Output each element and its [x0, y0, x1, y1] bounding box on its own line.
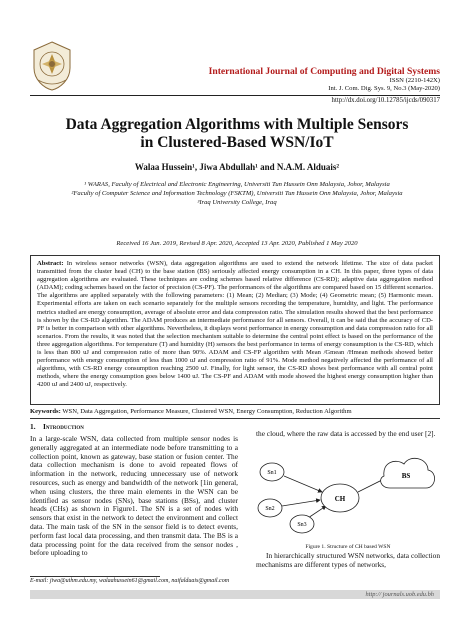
intro-paragraph: In a large-scale WSN, data collected from multiple sensor nodes is generally aggregated at an intermediate node before transmitting to a collection point, known as gateway, base station or fusion center. The data collection mechanism is done to avoid repeated flows of information in the network, reducing unnecessary use of network resources, such as energy and bandwidth of the network [1in general, when using clusters, the three main elements in the WSN can be identified as sensor nodes (SNs), base stations (BSs), and cluster heads (CHs) as shown in Figure1. The SN is a set of nodes with sensors that exist in the network to detect the environment and collect data. The main task of the SN in the sensor field is to detect events, perform fast local data processing, and then transmit data. The BS is a data processing point for the data received from the sensor nodes , before uploading to	[30, 434, 238, 558]
paper-title-line-1: Data Aggregation Algorithms with Multiple Sensors	[65, 116, 409, 133]
right-column-bottom	[256, 552, 440, 570]
header-divider	[30, 95, 440, 96]
figure-cluster-diagram	[256, 448, 440, 544]
abstract-box	[30, 255, 440, 405]
left-column	[30, 422, 238, 558]
section-heading-introduction	[30, 422, 238, 431]
affiliation-1: ¹ WARAS, Faculty of Electrical and Electronic Engineering, Universiti Tun Hussein Onn Malaysia, Johor, Malaysia	[84, 181, 390, 188]
right-column-top	[256, 430, 440, 439]
issn: ISSN (2210-142X)	[389, 77, 440, 84]
arrow-sn2-ch	[282, 500, 320, 506]
keywords-label: Keywords:	[30, 408, 61, 415]
node-ch-label: CH	[334, 495, 346, 503]
section-title: Introduction	[42, 422, 84, 431]
footnote-divider	[30, 576, 160, 577]
figure-caption: Figure 1. Structure of CH based WSN	[305, 544, 391, 550]
publication-dates: Received 16 Jun. 2019, Revised 8 Apr. 2020, Accepted 13 Apr. 2020, Published 1 May 2020	[116, 240, 358, 247]
node-sn3-label: Sn3	[297, 522, 307, 528]
affiliation-2: ²Faculty of Computer Science and Information Technology (FSKTM), Universiti Tun Hussein Onn Malaysia, Johor, Malaysia	[71, 190, 403, 197]
university-seal-icon	[30, 40, 74, 92]
author-list: Walaa Hussein¹, Jiwa Abdullah¹ and N.A.M. Alduais²	[134, 162, 340, 172]
journal-citation: Int. J. Com. Dig. Sys. 9, No.3 (May-2020)	[328, 85, 440, 92]
node-sn1-label: Sn1	[267, 470, 277, 476]
paper-title-line-2: in Clustered-Based WSN/IoT	[140, 134, 334, 151]
intro-hierarchy-paragraph: In hierarchically structured WSN networks, data collection mechanisms are different types of networks,	[256, 551, 440, 569]
arrow-sn1-ch	[284, 476, 322, 492]
abstract-text	[37, 260, 433, 390]
journal-url-link[interactable]: http:// journals.uob.edu.bh	[365, 591, 434, 598]
keywords-list: WSN, Data Aggregation, Performance Measure, Clustered WSN, Energy Consumption, Reduction Algorithm	[62, 408, 352, 415]
arrow-sn3-ch	[308, 506, 326, 518]
abstract-body: In wireless sensor networks (WSN), data aggregation algorithms are used to extend the network lifetime. The size of data packet transmitted from the cluster head (CH) to the base station (BS) seriously affected energy consumption in a CH. In this paper, three types of data aggregation algorithms are evaluated. These techniques are coding schemes based relative difference (CS-RD); adaptive data aggregation method (ADAM); coding schemes based on the factor of precision (CS-PF). The performances of the algorithms are compared based on 15 different scenarios. The algorithms are applied separately with the following parameters: (1) Mean; (2) Median; (3) Mode; (4) Geometric mean; (5) Harmonic mean. Experimental efforts are taken on each scenario separately for the multiple sensors recording the temperature, humidity, and light. The performance metrics studied are energy consumption, average of absolute error and data compression ratio. The simulation results showed that the best performance is shown by the CS-RD algorithm. The ADAM produces an intermediate performance for all sensors. Overall, it can be said that the accuracy of CD-PF is better in comparison with other algorithms. Nevertheless, it displays worst performance in energy consumption and data compression ratio for all scenarios. From the results, it was noted that the selection mechanism suitable to determine the central point effect is based on the performance of the three aggregation algorithms. For temperature (T) and humidity (H) sensors the best performance in terms of energy consumption is the CS-RD, which is less than 800 uJ and compression ratio of more than 90%. ADAM and CS-FP algorithm with Mean /Gmean /Hmean methods showed better performance with energy consumption of less than 1000 uJ and compression ratio of 91%. Mode method negatively affected the performance of all algorithms, with CS-RD energy consumption reaching 2500 uJ. Finally, for light sensor, the CS-RD shows best performance with all central point methods, where the energy consumption goes below 1400 uJ. The CS-PF and ADAM with mode showed the highest energy consumption higher than 4200 uJ and 2400 uJ, respectively.	[37, 260, 433, 389]
section-number: 1.	[30, 422, 36, 431]
keywords-divider	[30, 418, 440, 419]
node-sn2-label: Sn2	[265, 506, 275, 512]
author-emails[interactable]: E-mail: jiwa@uthm.edu.my, walaahussein61@gmail.com, naifalduais@gmail.com	[30, 578, 230, 584]
doi-link[interactable]: http://dx.doi.org/10.12785/ijcds/090317	[331, 97, 440, 104]
intro-continuation: the cloud, where the raw data is accessed by the end user [2].	[256, 429, 436, 438]
keywords	[30, 408, 440, 415]
node-bs-label: BS	[401, 472, 411, 480]
journal-title: International Journal of Computing and Digital Systems	[208, 66, 440, 77]
affiliation-3: ³Iraq University College, Iraq	[197, 199, 277, 206]
abstract-label: Abstract:	[37, 260, 64, 267]
paper-title	[40, 116, 434, 152]
